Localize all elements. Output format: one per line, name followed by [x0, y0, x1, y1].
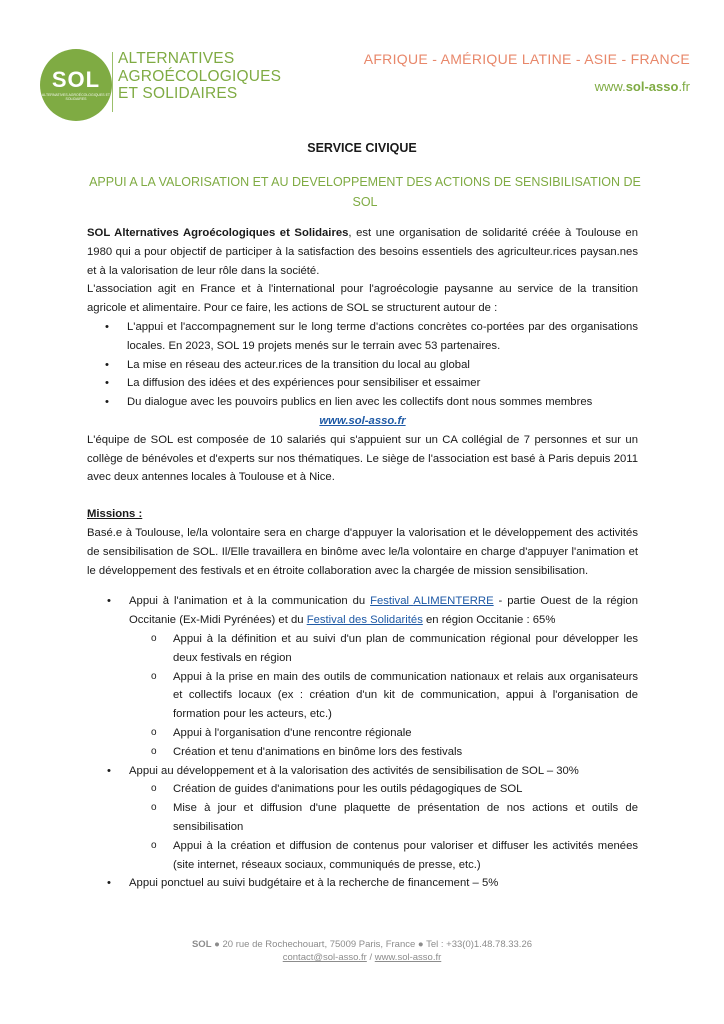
- footer-address: ● 20 rue de Rochechouart, 75009 Paris, France ● Tel : +33(0)1.48.78.33.26: [211, 939, 533, 950]
- mission-text: - partie Ouest de la région Occitanie (Ex-Midi Pyrénées) et du: [129, 595, 638, 627]
- list-item: • Du dialogue avec les pouvoirs publics en lien avec les collectifs dont nous sommes membres: [127, 393, 638, 412]
- footer-email-link[interactable]: contact@sol-asso.fr: [282, 952, 367, 963]
- org-name-line: ALTERNATIVES: [118, 50, 235, 67]
- list-item: • La diffusion des idées et des expériences pour sensibiliser et essaimer: [127, 374, 638, 393]
- org-name-block: [118, 50, 281, 103]
- list-item: • La mise en réseau des acteur.rices de la transition du local au global: [127, 356, 638, 375]
- festival-solidarites-link[interactable]: Festival des Solidarités: [306, 614, 423, 627]
- list-item: • L'appui et l'accompagnement sur le long terme d'actions concrètes co-portées par des organisations locales. En 2023, SOL 19 projets menés sur le terrain avec 53 partenaires.: [127, 318, 638, 356]
- mission-item: [129, 592, 638, 761]
- sol-logo: [40, 49, 112, 121]
- sub-item: o Appui à la création et diffusion de contenus pour valoriser et diffuser les activités menées (site internet, réseaux sociaux, communiqués de presse, etc.): [173, 837, 638, 875]
- logo-tagline: ALTERNATIVES AGROÉCOLOGIQUES ET SOLIDAIRES: [41, 93, 111, 101]
- website-prefix: www.: [594, 79, 626, 94]
- sub-item: o Création de guides d'animations pour les outils pédagogiques de SOL: [173, 780, 638, 799]
- website-suffix: .fr: [678, 79, 690, 94]
- org-name: SOL Alternatives Agroécologiques et Solidaires: [87, 227, 349, 239]
- sub-item: o Création et tenu d'animations en binôme lors des festivals: [173, 743, 638, 762]
- footer-address-line: [0, 938, 724, 951]
- letterhead: [40, 44, 690, 114]
- main-content: [87, 224, 638, 893]
- page-title: SERVICE CIVIQUE: [307, 141, 417, 155]
- festival-alimenterre-link[interactable]: [370, 595, 494, 607]
- sub-item: o Mise à jour et diffusion d'une plaquette de présentation de nos actions et outils de sensibilisation: [173, 799, 638, 837]
- mission-item: • Appui ponctuel au suivi budgétaire et à la recherche de financement – 5%: [129, 874, 638, 893]
- sub-item: o Appui à l'organisation d'une rencontre régionale: [173, 724, 638, 743]
- missions-intro: Basé.e à Toulouse, le/la volontaire sera en charge d'appuyer la valorisation et le développement des activités de sensibilisation de SOL. Il/Elle travaillera en binôme avec le/la volontaire en charge d'appuyer l'animation et le développement des festivals et en étroite collaboration avec la chargée de mission sensibilisation.: [87, 526, 638, 577]
- org-name-line: ET SOLIDAIRES: [118, 85, 238, 102]
- link-text: Festival: [370, 595, 414, 608]
- org-name-line: AGROÉCOLOGIQUES: [118, 67, 282, 85]
- mission-text: en région Occitanie : 65%: [422, 614, 556, 627]
- footer-org: SOL: [191, 939, 212, 950]
- mission-text: Appui à l'animation et à la communication du: [129, 595, 371, 608]
- continents-line: AFRIQUE - AMÉRIQUE LATINE - ASIE - FRANCE: [363, 51, 690, 67]
- missions-list: [87, 592, 638, 893]
- sub-item: o Appui à la prise en main des outils de communication nationaux et relais aux organisateurs et collectifs locaux (ex : création d'un kit de communication, appui à l'organisation de formation pour les acteurs, etc.): [173, 668, 638, 724]
- sub-list: [129, 780, 638, 874]
- link-text-bold: ALIMENTERRE: [413, 595, 494, 608]
- actions-list: [87, 318, 638, 412]
- website-name: sol-asso: [625, 79, 679, 94]
- website-link[interactable]: [595, 79, 690, 94]
- missions-heading: Missions :: [87, 508, 143, 521]
- footer-separator: /: [366, 952, 375, 963]
- website-inline-link[interactable]: www.sol-asso.fr: [319, 414, 406, 427]
- logo-divider: [112, 52, 113, 112]
- mission-text: Appui au développement et à la valorisation des activités de sensibilisation de SOL – 30%: [129, 764, 579, 777]
- intro-text: , est une organisation de solidarité créée à Toulouse en 1980 qui a pour objectif de participer à la satisfaction des besoins essentiels des agriculteur.rices paysan.nes et à la valorisation de leur rôle dans la société.: [87, 227, 638, 277]
- team-paragraph: L'équipe de SOL est composée de 10 salariés qui s'appuient sur un CA collégial de 7 personnes et sur un collège de bénévoles et d'experts sur nos thématiques. Le siège de l'association est basé à Paris depuis 2011 avec deux antennes locales à Toulouse et à Nice.: [87, 433, 638, 484]
- actions-paragraph: L'association agit en France et à l'international pour l'agroécologie paysanne au service de la transition agricole et alimentaire. Pour ce faire, les actions de SOL se structurent autour de :: [87, 283, 638, 315]
- page-subtitle: APPUI A LA VALORISATION ET AU DEVELOPPEMENT DES ACTIONS DE SENSIBILISATION DE SOL: [89, 175, 641, 209]
- sub-list: [129, 630, 638, 762]
- sub-item: o Appui à la définition et au suivi d'un plan de communication régional pour développer les deux festivals en région: [173, 630, 638, 668]
- logo-mark: SOL: [51, 67, 101, 92]
- footer-site-link[interactable]: www.sol-asso.fr: [374, 952, 442, 963]
- page-footer: [0, 938, 724, 964]
- footer-contact-line: [0, 951, 724, 964]
- mission-item: [129, 762, 638, 875]
- intro-paragraph: [87, 224, 638, 280]
